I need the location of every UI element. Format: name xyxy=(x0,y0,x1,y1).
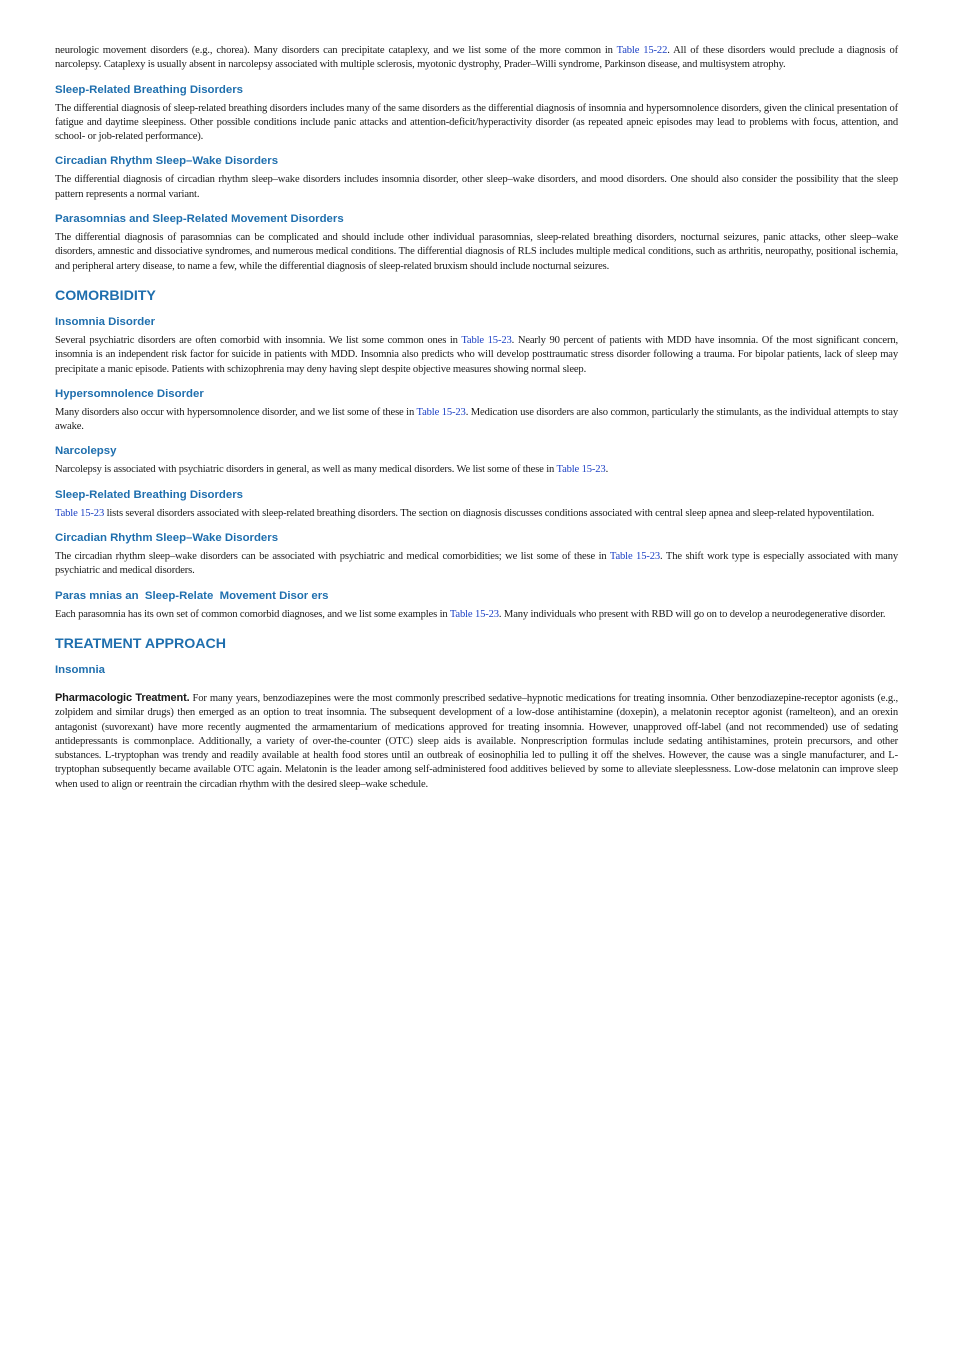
dd-breathing-heading: Sleep-Related Breathing Disorders xyxy=(55,83,243,96)
table-15-22-link[interactable]: Table 15-22 xyxy=(616,45,668,56)
document-page xyxy=(55,44,898,792)
circadian-text-1: The circadian rhythm sleep–wake disorders can be associated with psychiatric and medical comorbidities; we list some of these in xyxy=(55,551,610,563)
comorbidity-circadian-paragraph xyxy=(55,550,898,579)
table-15-23-link[interactable]: Table 15-23 xyxy=(416,406,466,418)
dd-circadian-paragraph: The differential diagnosis of circadian rhythm sleep–wake disorders includes insomnia disorder, other sleep–wake disorders, and mood disorders. One should also consider the possibility that the sleep pattern represents a normal variant. xyxy=(55,174,898,200)
treatment-insomnia-heading: Insomnia xyxy=(55,663,106,676)
pharmacologic-treatment-text: For many years, benzodiazepines were the most commonly prescribed sedative–hypnotic medications for treating insomnia. Other benzodiazepine-receptor agonists (e.g., zolpidem and similar drugs) then emerged as an option to treat insomnia. The subsequent development of a low-dose antihistamine (doxepin), a melatonin receptor agonist (ramelteon), and an orexin antagonist (suvorexant) have more recently augmented the armamentarium of medications approved for treating insomnia. However, unapproved off-label (and not recommended) use of sedating antidepressants is commonplace. Additionally, a variety of over-the-counter (OTC) sleep aids is available. Nonprescription formulas include sedating antihistamines, protein precursors, and other substances. L-tryptophan was trendy and readily available at health food stores until an outbreak of eosinophilia led to pulling it off the shelves. However, the cause was a single manufacturer, and L-tryptophan subsequently became available OTC again. Melatonin is the leader among self-administered food additives believed by some to alleviate sleeplessness. Low-dose melatonin can improve sleep when used to align or reentrain the circadian rhythm with the desired sleep–wake schedule. xyxy=(55,692,898,790)
table-15-23-link[interactable]: Table 15-23 xyxy=(461,334,512,346)
comorbidity-parasomnias-paragraph xyxy=(55,608,898,622)
parasomnias-text-2: . Many individuals who present with RBD will go on to develop a neurodegenerative disorder. xyxy=(498,608,886,620)
comorbidity-breathing-heading: Sleep-Related Breathing Disorders xyxy=(55,488,243,501)
dd-parasomnias-paragraph: The differential diagnosis of parasomnias can be complicated and should include other individual parasomnias, sleep-related breathing disorders, nocturnal seizures, panic attacks, other sleep–wake disorders, amnestic and dissociative syndromes, and numerous medical conditions. The differential diagnosis of RLS includes multiple medical conditions, such as arthritis, neuropathy, positional ischemia, and peripheral artery disease, to name a few, while the differential diagnosis of sleep-related bruxism should include nocturnal seizures. xyxy=(55,232,898,272)
dd-circadian-heading: Circadian Rhythm Sleep–Wake Disorders xyxy=(55,155,279,168)
narcolepsy-text-2: . xyxy=(605,464,609,476)
dd-parasomnias-heading: Parasomnias and Sleep-Related Movement Disorders xyxy=(55,213,344,226)
table-15-23-link[interactable]: Table 15-23 xyxy=(449,608,499,620)
comorbidity-insomnia-heading: Insomnia Disorder xyxy=(55,315,156,328)
comorbidity-heading: COMORBIDITY xyxy=(55,287,156,304)
pharmacologic-treatment-paragraph xyxy=(55,691,898,792)
comorbidity-hypersomnolence-paragraph xyxy=(55,406,898,435)
table-15-23-link[interactable]: Table 15-23 xyxy=(55,507,105,519)
breathing-text-2: lists several disorders associated with sleep-related breathing disorders. The section on diagnosis discusses conditions associated with central sleep apnea and sleep-related hypoventilation. xyxy=(104,507,875,519)
intro-text-2: . All of these disorders would preclude a diagnosis of narcolepsy. Cataplexy is usually absent in narcolepsy associated with multiple sclerosis, myotonic dystrophy, Prader–Willi syndrome, Parkinson disease, and multisystem atrophy. xyxy=(55,45,899,71)
comorbidity-hypersomnolence-heading: Hypersomnolence Disorder xyxy=(55,387,204,400)
intro-paragraph xyxy=(55,44,898,73)
dd-breathing-paragraph: The differential diagnosis of sleep-related breathing disorders includes many of the same disorders as the differential diagnosis of insomnia and hypersomnolence disorders, given the clinical presentation of fatigue and daytime sleepiness. Other possible conditions include panic attacks and attention-deficit/hyperactivity disorder (as repeated apneic episodes may lead to problems with focus, attention, and school- or job-related performance). xyxy=(55,102,898,143)
insomnia-text-1: Several psychiatric disorders are often comorbid with insomnia. We list some common ones in xyxy=(55,334,462,346)
comorbidity-circadian-heading: Circadian Rhythm Sleep–Wake Disorders xyxy=(55,532,279,545)
hypersomnolence-text-2: . Medication use disorders are also common, particularly the stimulants, as the individual attempts to stay awake. xyxy=(55,406,898,433)
comorbidity-narcolepsy-heading: Narcolepsy xyxy=(55,445,117,458)
narcolepsy-text-1: Narcolepsy is associated with psychiatric disorders in general, as well as many medical disorders. We list some of these in xyxy=(55,464,557,476)
circadian-text-2: . The shift work type is especially associated with many psychiatric and medical disorders. xyxy=(55,551,898,577)
hypersomnolence-text-1: Many disorders also occur with hypersomnolence disorder, and we list some of these in xyxy=(55,406,417,418)
table-15-23-link[interactable]: Table 15-23 xyxy=(609,551,661,563)
parasomnias-text-1: Each parasomnia has its own set of common comorbid diagnoses, and we list some examples in xyxy=(55,608,450,620)
comorbidity-insomnia-paragraph xyxy=(55,334,898,377)
pharmacologic-treatment-runin: Pharmacologic Treatment. xyxy=(55,691,190,704)
treatment-heading: TREATMENT APPROACH xyxy=(55,635,227,652)
table-15-23-link[interactable]: Table 15-23 xyxy=(556,464,606,476)
comorbidity-parasomnias-heading: Paras mnias an Sleep-Relate Movement Disor ers xyxy=(55,589,329,602)
insomnia-text-2: . Nearly 90 percent of patients with MDD have insomnia. Of the most significant concern, insomnia is an independent risk factor for suicide in patients with MDD. Insomnia also predicts who will develop posttraumatic stress disorder following a trauma. For bipolar patients, lack of sleep may precipitate a manic episode. Patients with schizophrenia may deny having slept despite objective measures showing normal sleep. xyxy=(55,334,899,375)
intro-text-1: neurologic movement disorders (e.g., chorea). Many disorders can precipitate cataplexy, and we list some of the more common in xyxy=(55,45,617,56)
comorbidity-narcolepsy-paragraph xyxy=(55,463,898,477)
comorbidity-breathing-paragraph xyxy=(55,507,898,521)
